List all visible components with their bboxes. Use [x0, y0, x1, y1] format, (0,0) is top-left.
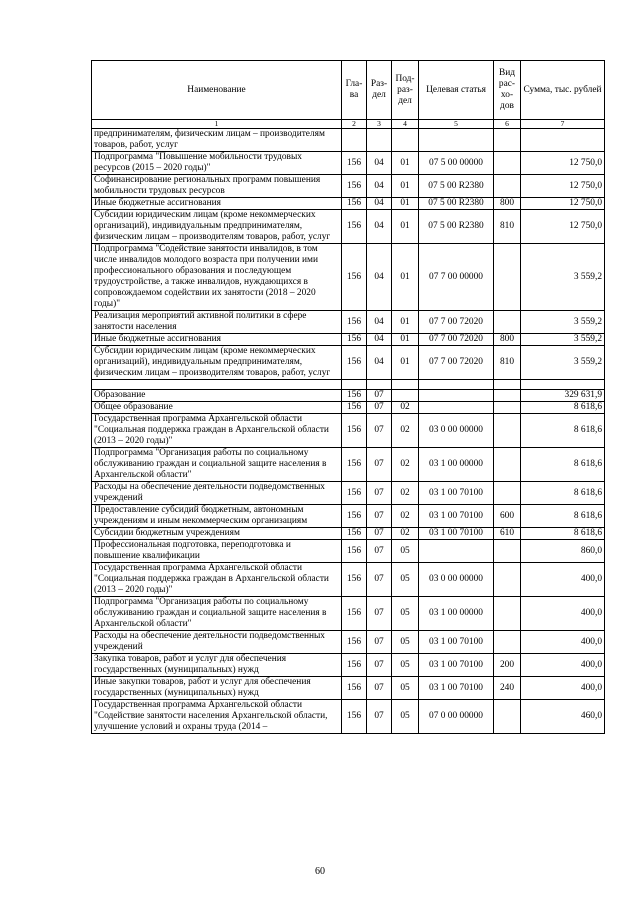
row-section: [367, 129, 392, 152]
row-amount: 8 618,6: [521, 482, 605, 505]
row-subsection: 01: [392, 152, 419, 175]
row-target-article: [419, 402, 494, 414]
row-chapter: 156: [342, 677, 367, 700]
row-chapter: 156: [342, 390, 367, 402]
table-row: [92, 597, 605, 631]
row-name: Профессиональная подготовка, переподготовка и повышение квалификации: [92, 540, 342, 563]
row-amount: 8 618,6: [521, 528, 605, 540]
row-section: 07: [367, 528, 392, 540]
row-target-article: 07 0 00 00000: [419, 700, 494, 734]
row-amount: 8 618,6: [521, 402, 605, 414]
budget-table: [91, 60, 605, 734]
row-expense-type: [494, 152, 521, 175]
table-row: [92, 198, 605, 210]
row-name: Подпрограмма "Организация работы по социальному обслуживанию граждан и социальной защите населения в Архангельской области": [92, 448, 342, 482]
row-subsection: 05: [392, 597, 419, 631]
row-name: предпринимателям, физическим лицам – производителям товаров, работ, услуг: [92, 129, 342, 152]
header-name: Наименование: [92, 61, 342, 120]
row-chapter: 156: [342, 540, 367, 563]
row-amount: 3 559,2: [521, 244, 605, 311]
row-section: 07: [367, 505, 392, 528]
row-name: Предоставление субсидий бюджетным, автономным учреждениям и иным некоммерческим организациям: [92, 505, 342, 528]
row-amount: 12 750,0: [521, 198, 605, 210]
row-amount: 8 618,6: [521, 448, 605, 482]
row-expense-type: [494, 631, 521, 654]
row-expense-type: [494, 700, 521, 734]
row-target-article: 03 1 00 70100: [419, 631, 494, 654]
row-target-article: 07 5 00 R2380: [419, 198, 494, 210]
row-section: 04: [367, 244, 392, 311]
row-name: Государственная программа Архангельской области "Содействие занятости населения Архангельской области, улучшение условий и охраны труда (2014 –: [92, 700, 342, 734]
row-subsection: 05: [392, 677, 419, 700]
row-section: 04: [367, 210, 392, 244]
row-target-article: 03 1 00 70100: [419, 505, 494, 528]
row-target-article: [419, 540, 494, 563]
budget-table-sheet: [91, 60, 604, 734]
empty-cell: [419, 380, 494, 390]
row-target-article: 07 5 00 R2380: [419, 210, 494, 244]
row-chapter: 156: [342, 482, 367, 505]
row-name: Иные бюджетные ассигнования: [92, 334, 342, 346]
row-amount: 400,0: [521, 597, 605, 631]
empty-cell: [521, 380, 605, 390]
row-name: Расходы на обеспечение деятельности подведомственных учреждений: [92, 482, 342, 505]
table-row: [92, 654, 605, 677]
row-expense-type: [494, 540, 521, 563]
table-row: [92, 390, 605, 402]
row-chapter: 156: [342, 448, 367, 482]
row-chapter: 156: [342, 402, 367, 414]
table-row: [92, 311, 605, 334]
table-row: [92, 448, 605, 482]
empty-cell: [92, 380, 342, 390]
empty-cell: [494, 380, 521, 390]
row-target-article: [419, 129, 494, 152]
row-subsection: 02: [392, 482, 419, 505]
row-target-article: 03 1 00 00000: [419, 597, 494, 631]
empty-cell: [367, 380, 392, 390]
row-target-article: 03 1 00 70100: [419, 677, 494, 700]
row-chapter: 156: [342, 244, 367, 311]
row-subsection: 05: [392, 631, 419, 654]
row-amount: 329 631,9: [521, 390, 605, 402]
row-expense-type: [494, 448, 521, 482]
table-row: [92, 677, 605, 700]
row-chapter: 156: [342, 654, 367, 677]
row-expense-type: 810: [494, 346, 521, 380]
table-row: [92, 414, 605, 448]
row-expense-type: 600: [494, 505, 521, 528]
row-chapter: 156: [342, 563, 367, 597]
table-row: [92, 505, 605, 528]
row-expense-type: [494, 402, 521, 414]
row-section: 04: [367, 152, 392, 175]
row-name: Софинансирование региональных программ повышения мобильности трудовых ресурсов: [92, 175, 342, 198]
row-section: 07: [367, 631, 392, 654]
row-subsection: [392, 390, 419, 402]
row-expense-type: 800: [494, 198, 521, 210]
row-subsection: 01: [392, 346, 419, 380]
row-target-article: 07 7 00 72020: [419, 334, 494, 346]
row-amount: 3 559,2: [521, 311, 605, 334]
row-subsection: 01: [392, 210, 419, 244]
row-target-article: 07 7 00 72020: [419, 346, 494, 380]
empty-cell: [392, 380, 419, 390]
row-chapter: 156: [342, 175, 367, 198]
page-number: 60: [315, 866, 325, 877]
header-amount: Сумма, тыс. рублей: [521, 61, 605, 120]
row-section: 07: [367, 402, 392, 414]
row-chapter: 156: [342, 311, 367, 334]
row-subsection: 01: [392, 334, 419, 346]
row-subsection: 02: [392, 505, 419, 528]
row-name: Подпрограмма "Содействие занятости инвалидов, в том числе инвалидов молодого возраста при получении ими профессионального образования и последующем трудоустройстве, а также инвалидов, нуждающихся в сопровождаемом содействии их занятости (2018 – 2020 годы)": [92, 244, 342, 311]
table-row: [92, 631, 605, 654]
row-amount: 3 559,2: [521, 334, 605, 346]
row-name: Субсидии юридическим лицам (кроме некоммерческих организаций), индивидуальным предпринимателям, физическим лицам – производителям товаров, работ, услуг: [92, 346, 342, 380]
row-section: 07: [367, 482, 392, 505]
column-number: 1: [92, 120, 342, 129]
column-number: 3: [367, 120, 392, 129]
row-chapter: 156: [342, 152, 367, 175]
table-row: [92, 482, 605, 505]
row-expense-type: [494, 563, 521, 597]
row-amount: 400,0: [521, 563, 605, 597]
header-chapter: Гла-ва: [342, 61, 367, 120]
row-expense-type: [494, 129, 521, 152]
row-amount: 400,0: [521, 631, 605, 654]
row-name: Образование: [92, 390, 342, 402]
table-body: [92, 129, 605, 734]
row-chapter: 156: [342, 334, 367, 346]
row-subsection: 01: [392, 244, 419, 311]
row-section: 07: [367, 654, 392, 677]
row-expense-type: [494, 414, 521, 448]
row-target-article: 07 5 00 00000: [419, 152, 494, 175]
empty-cell: [342, 380, 367, 390]
row-name: Общее образование: [92, 402, 342, 414]
row-amount: 12 750,0: [521, 210, 605, 244]
row-name: Иные бюджетные ассигнования: [92, 198, 342, 210]
row-expense-type: 610: [494, 528, 521, 540]
row-amount: 3 559,2: [521, 346, 605, 380]
table-row: [92, 402, 605, 414]
row-name: Закупка товаров, работ и услуг для обеспечения государственных (муниципальных) нужд: [92, 654, 342, 677]
row-target-article: 07 5 00 R2380: [419, 175, 494, 198]
table-row: [92, 152, 605, 175]
row-section: 07: [367, 414, 392, 448]
table-row: [92, 334, 605, 346]
row-expense-type: [494, 597, 521, 631]
table-row: [92, 563, 605, 597]
row-chapter: 156: [342, 631, 367, 654]
row-target-article: [419, 390, 494, 402]
row-amount: 400,0: [521, 654, 605, 677]
column-number: 4: [392, 120, 419, 129]
row-expense-type: 800: [494, 334, 521, 346]
table-row: [92, 210, 605, 244]
table-row: [92, 175, 605, 198]
column-number: 6: [494, 120, 521, 129]
row-name: Государственная программа Архангельской области "Социальная поддержка граждан в Архангельской области (2013 – 2020 годы)": [92, 563, 342, 597]
row-name: Подпрограмма "Повышение мобильности трудовых ресурсов (2015 – 2020 годы)": [92, 152, 342, 175]
row-section: 07: [367, 448, 392, 482]
row-subsection: 02: [392, 448, 419, 482]
row-section: 04: [367, 198, 392, 210]
row-subsection: 05: [392, 563, 419, 597]
row-subsection: 01: [392, 311, 419, 334]
row-expense-type: [494, 482, 521, 505]
row-target-article: 03 1 00 70100: [419, 482, 494, 505]
row-chapter: 156: [342, 198, 367, 210]
row-expense-type: 810: [494, 210, 521, 244]
row-target-article: 03 1 00 00000: [419, 448, 494, 482]
header-subsection: Под-раз-дел: [392, 61, 419, 120]
row-section: 07: [367, 677, 392, 700]
row-subsection: 05: [392, 540, 419, 563]
table-row: [92, 346, 605, 380]
row-section: 07: [367, 540, 392, 563]
row-expense-type: 240: [494, 677, 521, 700]
column-number: 7: [521, 120, 605, 129]
row-subsection: 02: [392, 414, 419, 448]
row-expense-type: [494, 390, 521, 402]
row-section: 04: [367, 175, 392, 198]
row-chapter: 156: [342, 346, 367, 380]
table-row: [92, 244, 605, 311]
row-name: Государственная программа Архангельской области "Социальная поддержка граждан в Архангельской области (2013 – 2020 годы)": [92, 414, 342, 448]
header-section: Раз-дел: [367, 61, 392, 120]
table-row: [92, 540, 605, 563]
row-chapter: 156: [342, 597, 367, 631]
row-target-article: 07 7 00 72020: [419, 311, 494, 334]
row-target-article: 03 0 00 00000: [419, 414, 494, 448]
row-name: Субсидии юридическим лицам (кроме некоммерческих организаций), индивидуальным предпринимателям, физическим лицам – производителям товаров, работ, услуг: [92, 210, 342, 244]
table-row: [92, 528, 605, 540]
row-chapter: [342, 129, 367, 152]
row-target-article: 07 7 00 00000: [419, 244, 494, 311]
row-section: 07: [367, 700, 392, 734]
row-subsection: 01: [392, 198, 419, 210]
row-amount: 12 750,0: [521, 175, 605, 198]
row-chapter: 156: [342, 505, 367, 528]
row-name: Подпрограмма "Организация работы по социальному обслуживанию граждан и социальной защите населения в Архангельской области": [92, 597, 342, 631]
row-chapter: 156: [342, 700, 367, 734]
row-section: 04: [367, 346, 392, 380]
row-chapter: 156: [342, 210, 367, 244]
row-expense-type: [494, 244, 521, 311]
row-section: 07: [367, 597, 392, 631]
row-name: Реализация мероприятий активной политики в сфере занятости населения: [92, 311, 342, 334]
row-subsection: 05: [392, 700, 419, 734]
column-number: 5: [419, 120, 494, 129]
table-row: [92, 129, 605, 152]
row-chapter: 156: [342, 528, 367, 540]
header-target-article: Целевая статья: [419, 61, 494, 120]
row-section: 04: [367, 334, 392, 346]
row-subsection: 05: [392, 654, 419, 677]
table-header-row: [92, 61, 605, 120]
row-expense-type: 200: [494, 654, 521, 677]
row-chapter: 156: [342, 414, 367, 448]
row-amount: 460,0: [521, 700, 605, 734]
table-row: [92, 700, 605, 734]
row-subsection: 02: [392, 402, 419, 414]
column-number: 2: [342, 120, 367, 129]
row-section: 04: [367, 311, 392, 334]
row-target-article: 03 1 00 70100: [419, 528, 494, 540]
row-target-article: 03 0 00 00000: [419, 563, 494, 597]
header-expense-type: Вид рас-хо-дов: [494, 61, 521, 120]
row-target-article: 03 1 00 70100: [419, 654, 494, 677]
table-row-blank: [92, 380, 605, 390]
row-name: Расходы на обеспечение деятельности подведомственных учреждений: [92, 631, 342, 654]
row-name: Субсидии бюджетным учреждениям: [92, 528, 342, 540]
row-expense-type: [494, 311, 521, 334]
row-amount: [521, 129, 605, 152]
row-name: Иные закупки товаров, работ и услуг для обеспечения государственных (муниципальных) нужд: [92, 677, 342, 700]
row-subsection: 02: [392, 528, 419, 540]
row-subsection: 01: [392, 175, 419, 198]
row-subsection: [392, 129, 419, 152]
row-amount: 400,0: [521, 677, 605, 700]
row-expense-type: [494, 175, 521, 198]
row-section: 07: [367, 563, 392, 597]
row-amount: 8 618,6: [521, 414, 605, 448]
column-number-row: [92, 120, 605, 129]
row-amount: 860,0: [521, 540, 605, 563]
row-amount: 8 618,6: [521, 505, 605, 528]
row-amount: 12 750,0: [521, 152, 605, 175]
row-section: 07: [367, 390, 392, 402]
